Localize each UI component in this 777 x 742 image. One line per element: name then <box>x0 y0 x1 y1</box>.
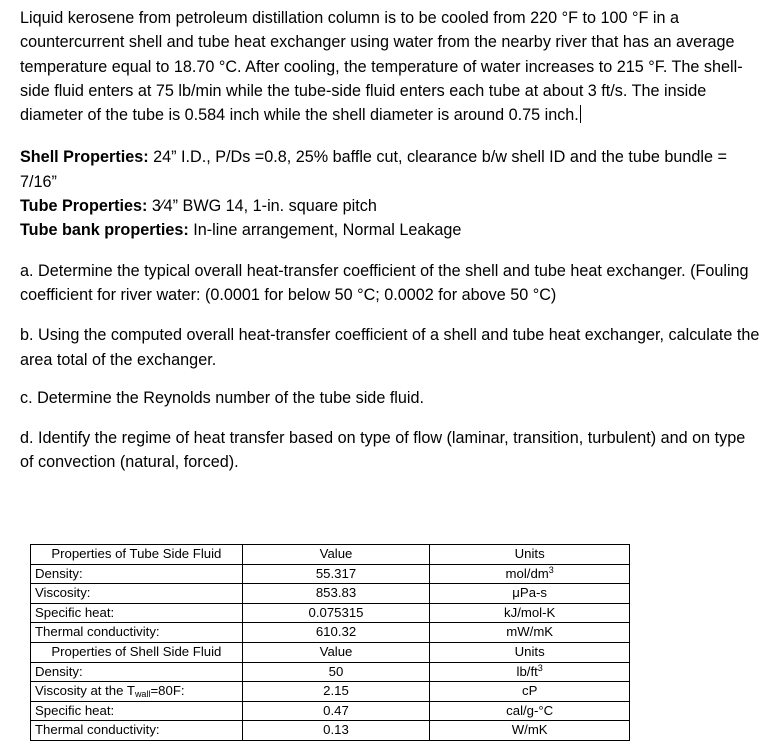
text-cursor <box>580 105 581 123</box>
tube-density-units <box>430 564 630 584</box>
tube-specific-heat-label: Specific heat: <box>31 603 243 623</box>
tube-side-header-value: Value <box>242 545 430 565</box>
shell-side-header-value: Value <box>242 642 430 662</box>
shell-properties-label: Shell Properties: <box>20 148 149 167</box>
shell-properties-line <box>20 145 760 194</box>
shell-viscosity-units: cP <box>430 682 630 702</box>
shell-side-header-units: Units <box>430 642 630 662</box>
shell-side-header-row <box>31 642 630 662</box>
shell-specific-heat-label: Specific heat: <box>31 701 243 721</box>
tube-viscosity-label: Viscosity: <box>31 584 243 604</box>
tube-thermal-conductivity-units: mW/mK <box>430 623 630 643</box>
problem-document <box>20 6 760 475</box>
question-a: a. Determine the typical overall heat-transfer coefficient of the shell and tube heat exchanger. (Fouling coefficient for river water: (0.0001 for below 50 °C; 0.0002 for above 50 °C) <box>20 261 749 304</box>
tube-side-header-units: Units <box>430 545 630 565</box>
tube-bank-properties-value: In-line arrangement, Normal Leakage <box>188 221 462 240</box>
shell-properties-value: 24” I.D., P/Ds =0.8, 25% baffle cut, clearance b/w shell ID and the tube bundle = 7/16” <box>20 148 727 191</box>
tube-thermal-conductivity-label: Thermal conductivity: <box>31 623 243 643</box>
question-d: d. Identify the regime of heat transfer based on type of flow (laminar, transition, turbulent) and on type of convection (natural, forced). <box>20 429 746 472</box>
tube-viscosity-value: 853.83 <box>242 584 430 604</box>
problem-statement <box>20 6 760 127</box>
shell-thermal-conductivity-value: 0.13 <box>242 721 430 741</box>
shell-viscosity-label <box>31 682 243 702</box>
tube-side-header-property: Properties of Tube Side Fluid <box>31 545 243 565</box>
table-row <box>31 701 630 721</box>
shell-density-units-base: lb/ft <box>516 663 538 679</box>
shell-viscosity-label-subscript: wall <box>134 689 151 700</box>
shell-thermal-conductivity-label: Thermal conductivity: <box>31 721 243 741</box>
table-row <box>31 623 630 643</box>
tube-bank-properties-line <box>20 218 760 242</box>
shell-density-value: 50 <box>242 662 430 682</box>
table-row <box>31 682 630 702</box>
problem-statement-text: Liquid kerosene from petroleum distillation column is to be cooled from 220 °F to 100 °F in a countercurrent shell and tube heat exchanger using water from the nearby river that has an average temperature equal to 18.70 °C. After cooling, the temperature of water increases to 215 °F. The shell-side fluid enters at 75 lb/min while the tube-side fluid enters each tube at about 3 ft/s. The inside diameter of the tube is 0.584 inch while the shell diameter is around 0.75 inch. <box>20 9 743 125</box>
shell-specific-heat-value: 0.47 <box>242 701 430 721</box>
table-row <box>31 564 630 584</box>
tube-density-label: Density: <box>31 564 243 584</box>
table-row <box>31 603 630 623</box>
tube-specific-heat-value: 0.075315 <box>242 603 430 623</box>
tube-properties-line <box>20 194 760 218</box>
shell-density-units-exponent: 3 <box>537 662 543 673</box>
shell-viscosity-label-suffix: =80F: <box>150 683 185 699</box>
question-b: b. Using the computed overall heat-transfer coefficient of a shell and tube heat exchanger, calculate the area total of the exchanger. <box>20 326 760 369</box>
tube-density-units-base: mol/dm <box>505 565 549 581</box>
tube-specific-heat-units: kJ/mol-K <box>430 603 630 623</box>
question-c: c. Determine the Reynolds number of the tube side fluid. <box>20 388 425 407</box>
tube-thermal-conductivity-value: 610.32 <box>242 623 430 643</box>
table-row <box>31 721 630 741</box>
shell-density-label: Density: <box>31 662 243 682</box>
tube-side-header-row <box>31 545 630 565</box>
tube-properties-label: Tube Properties: <box>20 197 148 216</box>
tube-bank-properties-label: Tube bank properties: <box>20 221 189 240</box>
shell-density-units <box>430 662 630 682</box>
shell-thermal-conductivity-units: W/mK <box>430 721 630 741</box>
fluid-properties-table <box>30 544 630 741</box>
shell-specific-heat-units: cal/g-°C <box>430 701 630 721</box>
tube-density-value: 55.317 <box>242 564 430 584</box>
tube-viscosity-units: μPa-s <box>430 584 630 604</box>
table-row <box>31 584 630 604</box>
shell-viscosity-label-text: Viscosity at the T <box>35 683 135 699</box>
table-row <box>31 662 630 682</box>
tube-density-units-exponent: 3 <box>548 564 554 575</box>
shell-viscosity-value: 2.15 <box>242 682 430 702</box>
tube-properties-value: 3⁄4” BWG 14, 1-in. square pitch <box>147 197 377 216</box>
shell-side-header-property: Properties of Shell Side Fluid <box>31 642 243 662</box>
